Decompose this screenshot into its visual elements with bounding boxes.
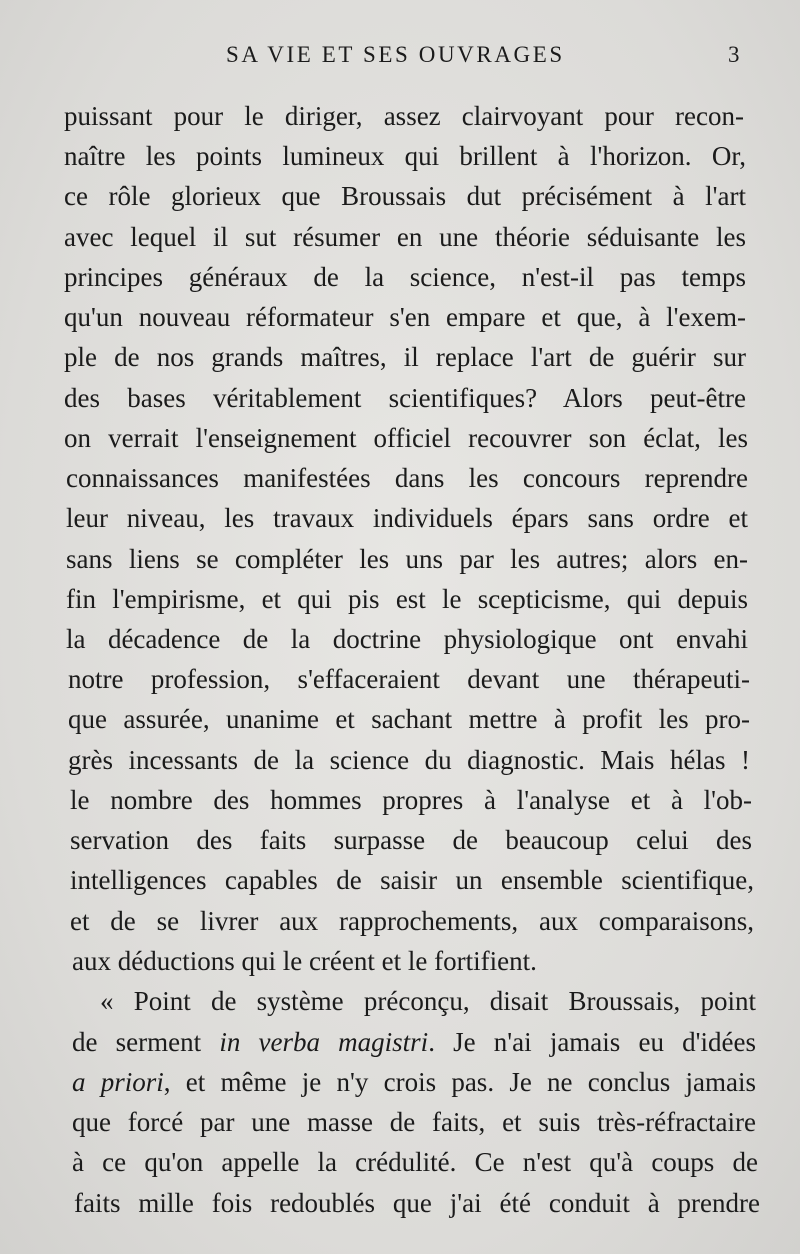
text-line: la décadence de la doctrine physiologique ont envahi xyxy=(66,624,748,654)
text-line: naître les points lumineux qui brillent à l'horizon. Or, xyxy=(64,141,746,171)
text-line: et de se livrer aux rapprochements, aux comparaisons, xyxy=(70,906,754,936)
text-line: qu'un nouveau réformateur s'en empare et que, à l'exem- xyxy=(64,302,746,332)
running-title: SA VIE ET SES OUVRAGES xyxy=(226,42,565,67)
italic-latin-phrase: a priori xyxy=(72,1067,164,1097)
text-line: grès incessants de la science du diagnostic. Mais hélas ! xyxy=(68,745,750,775)
text-line: à ce qu'on appelle la crédulité. Ce n'est qu'à coups de xyxy=(72,1147,758,1177)
line-text: , et même je n'y crois pas. Je ne conclus jamais xyxy=(163,1067,756,1097)
page-number: 3 xyxy=(728,42,740,67)
text-line: avec lequel il sut résumer en une théorie séduisante les xyxy=(64,222,746,252)
quote-paragraph-start: « Point de système préconçu, disait Broussais, point xyxy=(100,986,756,1016)
text-line: notre profession, s'effaceraient devant une thérapeuti- xyxy=(68,664,750,694)
text-line xyxy=(72,1022,756,1062)
text-line: ple de nos grands maîtres, il replace l'art de guérir sur xyxy=(64,342,746,372)
text-line: principes généraux de la science, n'est-il pas temps xyxy=(64,262,746,292)
text-line: aux déductions qui le créent et le fortifient. xyxy=(72,946,537,976)
running-header xyxy=(0,38,800,72)
text-line: connaissances manifestées dans les concours reprendre xyxy=(66,463,748,493)
text-line xyxy=(72,1062,756,1102)
text-line: intelligences capables de saisir un ensemble scientifique, xyxy=(70,865,754,895)
text-line: on verrait l'enseignement officiel recouvrer son éclat, les xyxy=(64,423,748,453)
text-line: fin l'empirisme, et qui pis est le scepticisme, qui depuis xyxy=(66,584,748,614)
text-line: faits mille fois redoublés que j'ai été conduit à prendre xyxy=(74,1188,760,1218)
text-line: ce rôle glorieux que Broussais dut précisément à l'art xyxy=(64,181,746,211)
text-line: le nombre des hommes propres à l'analyse et à l'ob- xyxy=(70,785,752,815)
text-line: servation des faits surpasse de beaucoup celui des xyxy=(70,825,752,855)
text-line: sans liens se compléter les uns par les autres; alors en- xyxy=(66,544,748,574)
text-line: que assurée, unanime et sachant mettre à profit les pro- xyxy=(68,704,750,734)
italic-latin-phrase: in verba magistri xyxy=(219,1027,429,1057)
text-line: leur niveau, les travaux individuels épars sans ordre et xyxy=(66,503,748,533)
text-line: que forcé par une masse de faits, et suis très-réfractaire xyxy=(72,1107,756,1137)
text-line: puissant pour le diriger, assez clairvoyant pour recon- xyxy=(64,101,744,131)
line-text: de serment xyxy=(72,1027,220,1057)
text-line: des bases véritablement scientifiques? Alors peut-être xyxy=(64,383,746,413)
line-text: . Je n'ai jamais eu d'idées xyxy=(428,1027,756,1057)
